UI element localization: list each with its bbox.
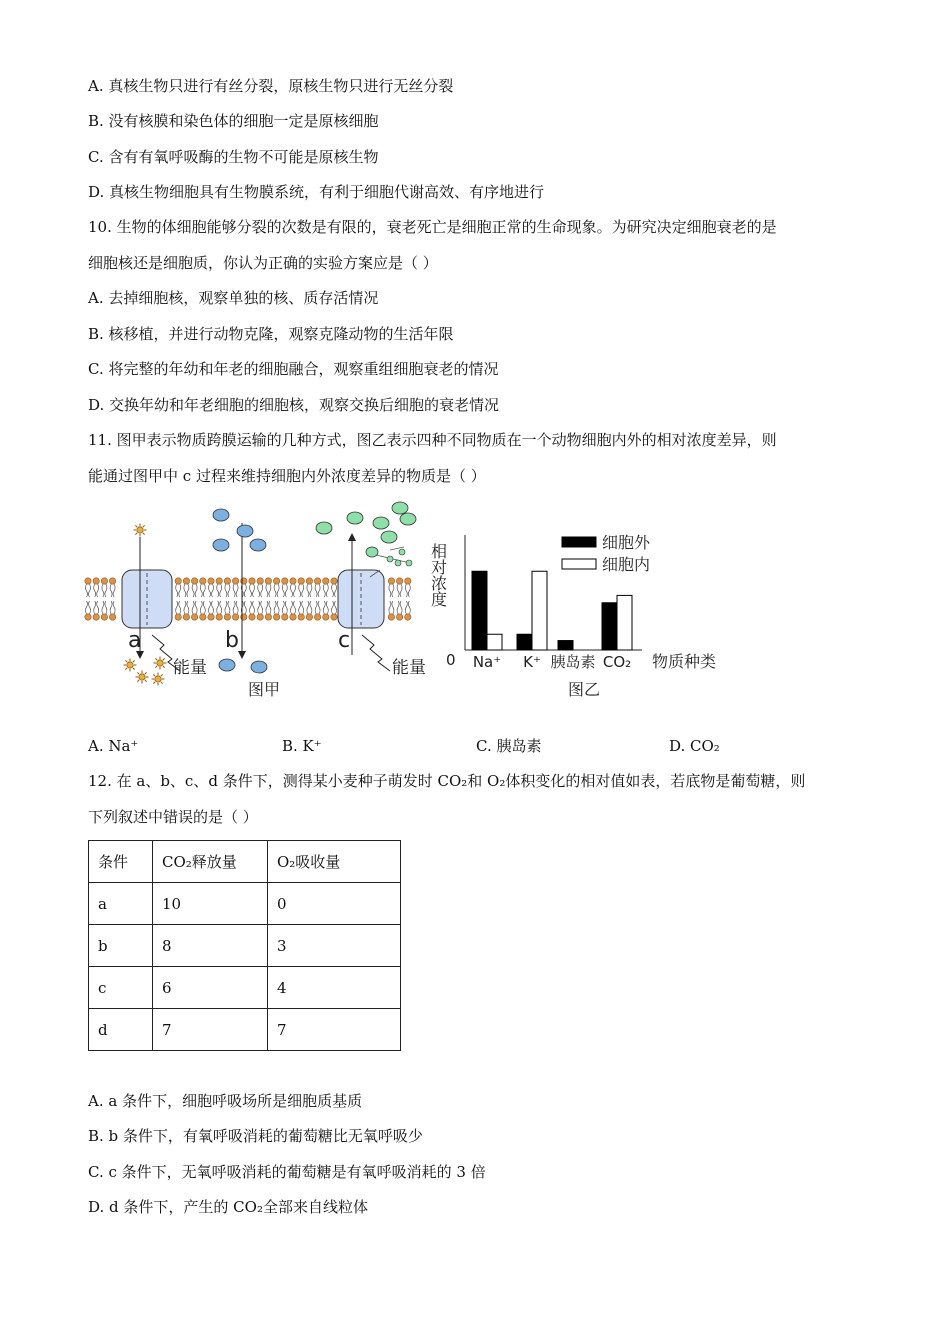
table-cell: 7 (268, 1009, 401, 1051)
phospholipid-icon (249, 578, 255, 597)
green-molecule-icon (316, 522, 332, 534)
q11-stem-line2: 能通过图甲中 c 过程来维持细胞内外浓度差异的物质是（ ） (88, 467, 486, 485)
blue-molecule-icon (213, 539, 229, 551)
legend-label-inside: 细胞内 (602, 555, 651, 574)
q10-option-b: B. 核移植，并进行动物克隆，观察克隆动物的生活年限 (88, 325, 454, 343)
chart-xlabel: 物质种类 (652, 652, 717, 671)
phospholipid-icon (85, 601, 91, 620)
phospholipid-icon (257, 578, 263, 597)
table-row (89, 967, 401, 1009)
phospholipid-icon (323, 578, 329, 597)
table-cell: b (89, 925, 153, 967)
solute-particle-icon (154, 657, 167, 670)
phospholipid-icon (257, 601, 263, 620)
q12-option-c: C. c 条件下，无氧呼吸消耗的葡萄糖是有氧呼吸消耗的 3 倍 (88, 1163, 486, 1181)
table-cell: c (89, 967, 153, 1009)
phospholipid-icon (273, 601, 279, 620)
chart-bar-inside (617, 595, 632, 650)
table-cell: 6 (153, 967, 268, 1009)
phospholipid-icon (232, 578, 238, 597)
chart-x-tick-label: Na⁺ (472, 653, 502, 671)
phospholipid-icon (249, 601, 255, 620)
label-b: b (225, 628, 239, 653)
figure-jia-caption: 图甲 (248, 680, 281, 699)
phospholipid-icon (282, 601, 288, 620)
q10-option-a: A. 去掉细胞核，观察单独的核、质存活情况 (88, 289, 379, 307)
table-row (89, 925, 401, 967)
chart-title: 图乙 (568, 680, 601, 699)
q11-option-a: A. Na⁺ (88, 737, 139, 755)
table-row (89, 1009, 401, 1051)
q12-option-b: B. b 条件下，有氧呼吸消耗的葡萄糖比无氧呼吸少 (88, 1127, 423, 1145)
table-cell: 8 (153, 925, 268, 967)
phospholipid-icon (314, 578, 320, 597)
chart-x-tick-label: 胰岛素 (550, 653, 596, 671)
phospholipid-icon (93, 601, 99, 620)
solute-particle-icon (134, 524, 147, 537)
phospholipid-icon (282, 578, 288, 597)
chart-bar-outside (602, 603, 617, 650)
phospholipid-icon (200, 578, 206, 597)
chart-ylabel: 相对浓度 (428, 543, 448, 607)
chart-bar-outside (517, 634, 532, 650)
blue-molecule-icon (250, 539, 266, 551)
label-a: a (128, 628, 142, 653)
table-header-cell: O₂吸收量 (268, 841, 401, 883)
green-molecule-icon (381, 531, 397, 543)
blue-molecule-icon (251, 661, 267, 673)
q11-stem-line1: 11. 图甲表示物质跨膜运输的几种方式，图乙表示四种不同物质在一个动物细胞内外的相对浓度差异，则 (88, 431, 777, 449)
phospholipid-icon (85, 578, 91, 597)
carrier-protein-a (122, 570, 172, 628)
phospholipid-icon (314, 601, 320, 620)
q11-option-d: D. CO₂ (669, 737, 720, 755)
phospholipid-icon (273, 578, 279, 597)
phospholipid-icon (93, 578, 99, 597)
blue-molecule-icon (237, 525, 253, 537)
solute-particle-icon (136, 671, 149, 684)
chart-bar-outside (472, 571, 487, 650)
table-header-cell: 条件 (89, 841, 153, 883)
energy-label-a: 能量 (173, 658, 207, 678)
phospholipid-icon (396, 578, 402, 597)
phospholipid-icon (298, 601, 304, 620)
q11-figure (80, 495, 740, 705)
q12-data-table (88, 840, 401, 1051)
table-cell: 3 (268, 925, 401, 967)
q10-option-d: D. 交换年幼和年老细胞的细胞核，观察交换后细胞的衰老情况 (88, 396, 500, 414)
phospholipid-icon (183, 578, 189, 597)
phospholipid-icon (306, 578, 312, 597)
chart-bar-inside (532, 571, 547, 650)
phospholipid-icon (290, 578, 296, 597)
phospholipid-icon (396, 601, 402, 620)
chart-x-tick-label: CO₂ (602, 653, 632, 671)
table-cell: 10 (153, 883, 268, 925)
phospholipid-icon (265, 601, 271, 620)
table-header-row (89, 841, 401, 883)
q11-option-c: C. 胰岛素 (476, 737, 542, 755)
energy-label-c: 能量 (392, 658, 426, 678)
green-molecule-icon (392, 502, 408, 514)
q11-figure-svg (80, 495, 740, 705)
green-molecule-icon (347, 512, 363, 524)
chart-origin-label: 0 (446, 651, 456, 669)
phospholipid-icon (216, 578, 222, 597)
figure-yi-chart (429, 533, 717, 699)
blue-molecule-icon (219, 659, 235, 671)
phospholipid-icon (290, 601, 296, 620)
table-cell: a (89, 883, 153, 925)
table-cell: 4 (268, 967, 401, 1009)
phospholipid-icon (224, 601, 230, 620)
phospholipid-icon (331, 578, 337, 597)
phospholipid-icon (109, 601, 115, 620)
q10-stem-line2: 细胞核还是细胞质，你认为正确的实验方案应是（ ） (88, 254, 438, 272)
phospholipid-icon (101, 601, 107, 620)
table-cell: d (89, 1009, 153, 1051)
phospholipid-icon (175, 601, 181, 620)
phospholipid-icon (405, 578, 411, 597)
table-cell: 7 (153, 1009, 268, 1051)
phospholipid-icon (331, 601, 337, 620)
phospholipid-icon (191, 601, 197, 620)
label-c: c (338, 628, 351, 653)
chart-bar-outside (558, 641, 573, 650)
solute-particle-icon (124, 659, 137, 672)
q12-option-d: D. d 条件下，产生的 CO₂全部来自线粒体 (88, 1198, 368, 1216)
table-cell: 0 (268, 883, 401, 925)
phospholipid-icon (101, 578, 107, 597)
phospholipid-icon (298, 578, 304, 597)
table-row (89, 883, 401, 925)
phospholipid-icon (200, 601, 206, 620)
phospholipid-icon (216, 601, 222, 620)
q12-option-a: A. a 条件下，细胞呼吸场所是细胞质基质 (88, 1092, 363, 1110)
phospholipid-icon (306, 601, 312, 620)
phospholipid-icon (405, 601, 411, 620)
solute-particle-icon (152, 673, 165, 686)
q9-option-c: C. 含有有氧呼吸酶的生物不可能是原核生物 (88, 148, 379, 166)
green-molecule-icon (400, 513, 416, 525)
q10-stem-line1: 10. 生物的体细胞能够分裂的次数是有限的，衰老死亡是细胞正常的生命现象。为研究决定细胞衰老的是 (88, 218, 777, 236)
phospholipid-icon (224, 578, 230, 597)
phospholipid-icon (208, 601, 214, 620)
phospholipid-icon (191, 578, 197, 597)
legend-swatch-outside (562, 537, 596, 547)
q12-stem-line2: 下列叙述中错误的是（ ） (88, 808, 258, 826)
phospholipid-icon (388, 601, 394, 620)
chart-x-tick-label: K⁺ (523, 653, 541, 671)
green-molecule-icon (373, 517, 389, 529)
phospholipid-icon (109, 578, 115, 597)
chart-bar-inside (487, 634, 502, 650)
q12-stem-line1: 12. 在 a、b、c、d 条件下，测得某小麦种子萌发时 CO₂和 O₂体积变化的相对值如表，若底物是葡萄糖，则 (88, 772, 806, 790)
carrier-protein-c (338, 570, 384, 628)
green-molecule-icon (366, 547, 378, 557)
phospholipid-icon (208, 578, 214, 597)
phospholipid-icon (323, 601, 329, 620)
phospholipid-icon (265, 578, 271, 597)
q9-option-b: B. 没有核膜和染色体的细胞一定是原核细胞 (88, 112, 379, 130)
blue-molecule-icon (213, 509, 229, 521)
q11-option-b: B. K⁺ (282, 737, 322, 755)
q9-option-d: D. 真核生物细胞具有生物膜系统，有利于细胞代谢高效、有序地进行 (88, 183, 545, 201)
legend-label-outside: 细胞外 (602, 533, 651, 552)
phospholipid-icon (183, 601, 189, 620)
phospholipid-icon (388, 578, 394, 597)
table-header-cell: CO₂释放量 (153, 841, 268, 883)
legend-swatch-inside (562, 559, 596, 569)
phospholipid-icon (175, 578, 181, 597)
phospholipid-icon (232, 601, 238, 620)
q10-option-c: C. 将完整的年幼和年老的细胞融合，观察重组细胞衰老的情况 (88, 360, 499, 378)
q9-option-a: A. 真核生物只进行有丝分裂，原核生物只进行无丝分裂 (88, 77, 454, 95)
